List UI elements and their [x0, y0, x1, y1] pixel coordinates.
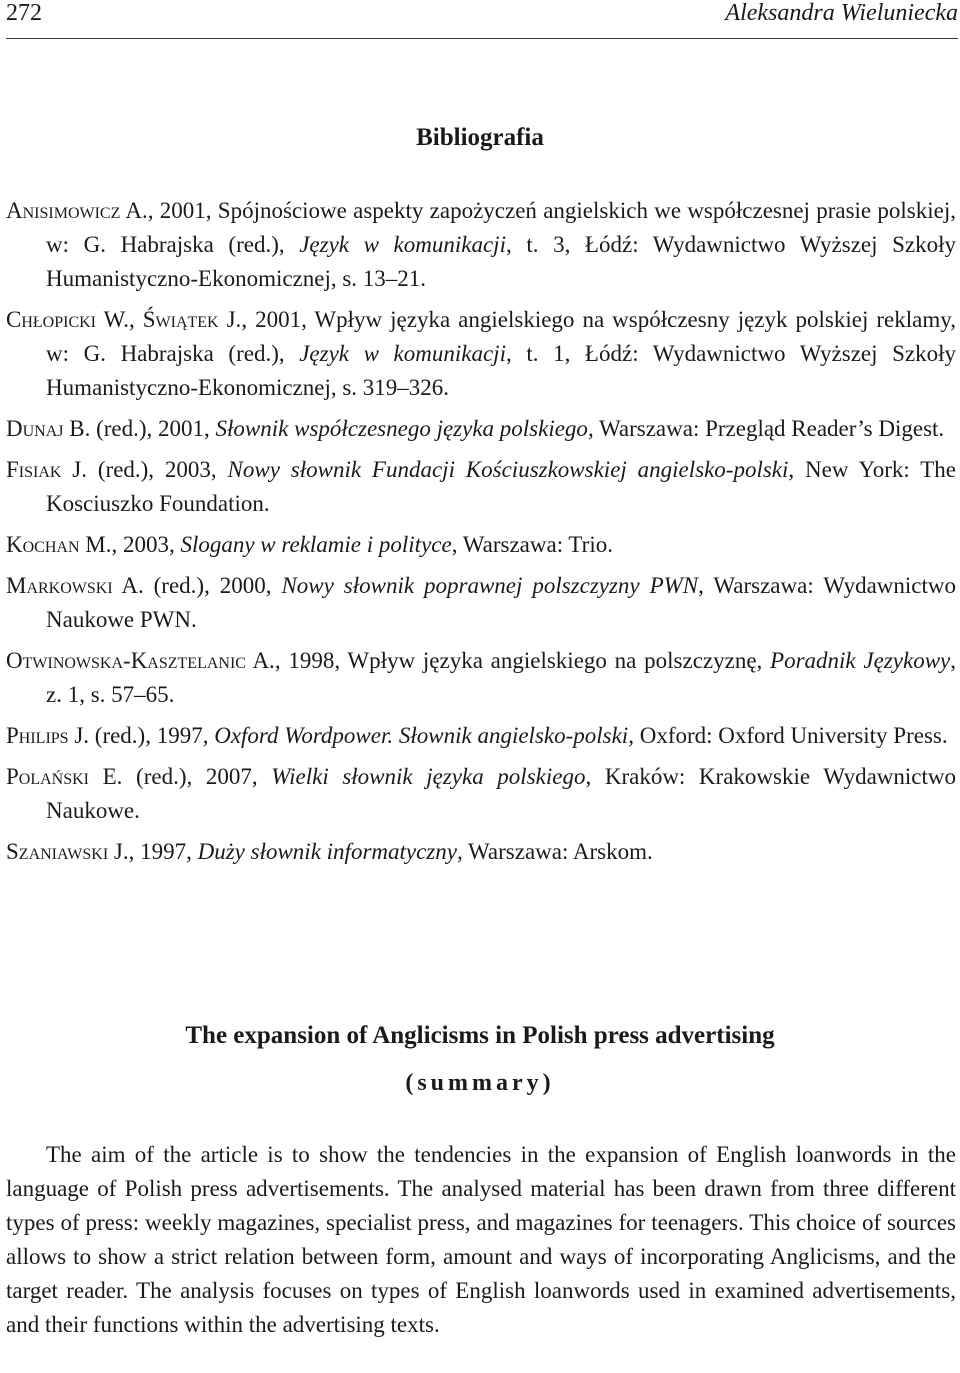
entry-details: (red.), 2003,	[87, 457, 228, 482]
bibliography-entry	[6, 194, 956, 296]
entry-publication: , Warszawa: Przegląd Reader’s Digest.	[587, 416, 945, 441]
entry-title: Wielki słownik języka polskiego	[271, 764, 586, 789]
bibliography-entry	[6, 835, 956, 869]
entry-publication: , Warszawa: Wydawnictwo Naukowe PWN.	[46, 573, 956, 632]
entry-author: Polański E.	[6, 764, 123, 789]
entry-publication: , Kraków: Krakowskie Wydawnictwo Naukowe.	[46, 764, 957, 823]
entry-details: , 2003,	[111, 532, 181, 557]
entry-author: Dunaj B.	[6, 416, 91, 441]
running-head: Aleksandra Wieluniecka	[725, 0, 958, 26]
entry-details: , 1997,	[128, 839, 198, 864]
entry-publication: , t. 1, Łódź: Wydawnictwo Wyższej Szkoły Humanistyczno-Ekonomicznej, s. 319–326.	[46, 341, 957, 400]
entry-details: , 2001, Spójnościowe aspekty zapożyczeń angielskich we współczesnej prasie polskiej, w: G. Habrajska (red.),	[46, 198, 956, 257]
entry-title: Slogany w reklamie i polityce	[180, 532, 452, 557]
page-header	[6, 0, 958, 40]
page-number: 272	[6, 0, 42, 26]
entry-publication: , Warszawa: Trio.	[451, 532, 613, 557]
bibliography-entry	[6, 528, 956, 562]
entry-title: Duży słownik informatyczny	[197, 839, 457, 864]
bibliography-entry	[6, 719, 956, 753]
entry-author: Anisimowicz A.	[6, 198, 148, 223]
bibliography-entry	[6, 644, 956, 712]
entry-publication: , t. 3, Łódź: Wydawnictwo Wyższej Szkoły Humanistyczno-Ekonomicznej, s. 13–21.	[46, 232, 957, 291]
entry-title: Nowy słownik poprawnej polszczyzny PWN	[281, 573, 699, 598]
entry-details: (red.), 2000,	[143, 573, 282, 598]
entry-author: Fisiak J.	[6, 457, 88, 482]
entry-author: Markowski A.	[6, 573, 144, 598]
entry-title: Język w komunikacji	[299, 341, 506, 366]
entry-publication: , Oxford: Oxford University Press.	[628, 723, 948, 748]
summary-subtitle: (summary)	[405, 1070, 555, 1096]
entry-publication: , New York: The Kosciuszko Foundation.	[46, 457, 956, 516]
entry-details: (red.), 1997,	[89, 723, 215, 748]
entry-details: , 2001, Wpływ języka angielskiego na współczesny język polskiej reklamy, w: G. Habrajska (red.),	[46, 307, 956, 366]
entry-title: Poradnik Językowy	[770, 648, 951, 673]
bibliography-list	[6, 194, 956, 876]
bibliography-heading: Bibliografia	[416, 124, 544, 151]
entry-details: , 1998, Wpływ języka angielskiego na polszczyznę,	[274, 648, 771, 673]
entry-details: (red.), 2001,	[90, 416, 216, 441]
entry-author: Kochan M.	[6, 532, 112, 557]
entry-author: Otwinowska-Kasztelanic A.	[6, 648, 275, 673]
entry-publication: , Warszawa: Arskom.	[456, 839, 653, 864]
summary-paragraph: The aim of the article is to show the tendencies in the expansion of English loanwords in the language of Polish press advertisements. The analysed material has been drawn from three different types of press: weekly magazines, specialist press, and magazines for teenagers. This choice of sources allows to show a strict relation between form, amount and ways of incorporating Anglicisms, and the target reader. The analysis focuses on types of English loanwords used in examined advertisements, and their functions within the advertising texts.	[6, 1142, 956, 1337]
entry-title: Nowy słownik Fundacji Kościuszkowskiej angielsko-polski	[227, 457, 789, 482]
entry-publication: , z. 1, s. 57–65.	[46, 648, 956, 707]
bibliography-entry	[6, 569, 956, 637]
bibliography-entry	[6, 412, 956, 446]
entry-details: (red.), 2007,	[122, 764, 272, 789]
bibliography-entry	[6, 760, 956, 828]
entry-author: Chłopicki W., Świątek J.	[6, 307, 242, 332]
entry-title: Oxford Wordpower. Słownik angielsko-polski	[214, 723, 629, 748]
summary-title: The expansion of Anglicisms in Polish press advertising	[185, 1022, 775, 1049]
bibliography-entry	[6, 303, 956, 405]
entry-author: Szaniawski J.	[6, 839, 129, 864]
entry-title: Słownik współczesnego języka polskiego	[215, 416, 588, 441]
entry-title: Język w komunikacji	[299, 232, 506, 257]
header-rule	[6, 38, 958, 39]
bibliography-entry	[6, 453, 956, 521]
entry-author: Philips J.	[6, 723, 90, 748]
